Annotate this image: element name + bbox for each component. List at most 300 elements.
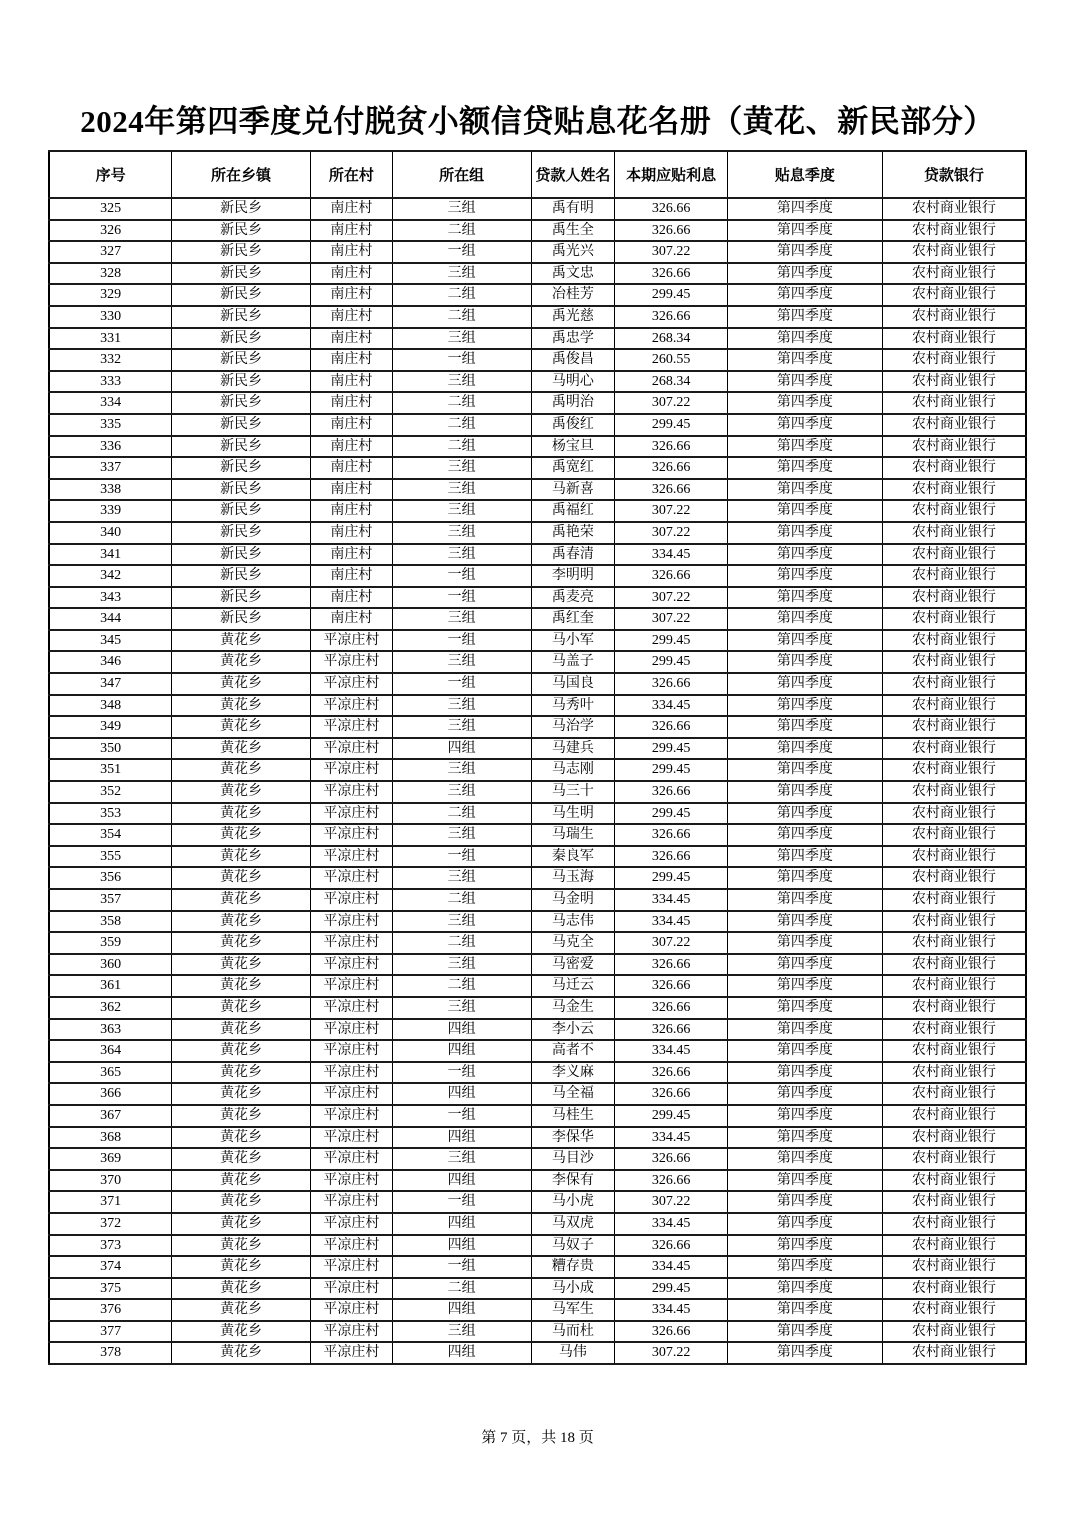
cell-group: 二组 [392,932,531,954]
cell-serial-no: 332 [49,349,172,371]
cell-interest-amount: 307.22 [615,241,728,263]
cell-village: 南庄村 [310,500,392,522]
cell-quarter: 第四季度 [728,975,883,997]
cell-bank: 农村商业银行 [882,997,1026,1019]
cell-village: 南庄村 [310,349,392,371]
cell-village: 平凉庄村 [310,781,392,803]
cell-group: 二组 [392,284,531,306]
cell-interest-amount: 326.66 [615,846,728,868]
cell-interest-amount: 326.66 [615,1170,728,1192]
cell-interest-amount: 334.45 [615,1299,728,1321]
cell-bank: 农村商业银行 [882,1278,1026,1300]
cell-township: 新民乡 [172,565,311,587]
cell-village: 南庄村 [310,328,392,350]
cell-interest-amount: 326.66 [615,1019,728,1041]
cell-group: 三组 [392,1321,531,1343]
cell-group: 三组 [392,544,531,566]
cell-bank: 农村商业银行 [882,975,1026,997]
cell-borrower-name: 禹俊昌 [531,349,615,371]
cell-serial-no: 326 [49,220,172,242]
table-row [49,500,1026,522]
cell-quarter: 第四季度 [728,392,883,414]
cell-bank: 农村商业银行 [882,889,1026,911]
cell-group: 二组 [392,975,531,997]
cell-borrower-name: 禹艳荣 [531,522,615,544]
cell-township: 黄花乡 [172,846,311,868]
cell-village: 南庄村 [310,436,392,458]
cell-group: 二组 [392,306,531,328]
cell-borrower-name: 禹福红 [531,500,615,522]
cell-village: 平凉庄村 [310,630,392,652]
cell-borrower-name: 禹春清 [531,544,615,566]
cell-serial-no: 328 [49,263,172,285]
cell-borrower-name: 马军生 [531,1299,615,1321]
cell-bank: 农村商业银行 [882,846,1026,868]
cell-serial-no: 339 [49,500,172,522]
table-row [49,1191,1026,1213]
cell-borrower-name: 马迁云 [531,975,615,997]
cell-village: 平凉庄村 [310,1148,392,1170]
cell-group: 三组 [392,1148,531,1170]
cell-quarter: 第四季度 [728,1278,883,1300]
cell-group: 三组 [392,457,531,479]
cell-quarter: 第四季度 [728,587,883,609]
cell-township: 黄花乡 [172,803,311,825]
cell-bank: 农村商业银行 [882,716,1026,738]
cell-interest-amount: 334.45 [615,911,728,933]
table-row [49,1083,1026,1105]
table-row [49,457,1026,479]
cell-group: 四组 [392,1083,531,1105]
cell-township: 黄花乡 [172,954,311,976]
cell-bank: 农村商业银行 [882,1062,1026,1084]
cell-borrower-name: 马明心 [531,371,615,393]
cell-township: 新民乡 [172,371,311,393]
cell-village: 平凉庄村 [310,1278,392,1300]
table-row [49,1105,1026,1127]
column-header-quarter: 贴息季度 [728,151,883,198]
cell-serial-no: 369 [49,1148,172,1170]
cell-bank: 农村商业银行 [882,436,1026,458]
cell-village: 平凉庄村 [310,867,392,889]
cell-quarter: 第四季度 [728,284,883,306]
cell-township: 黄花乡 [172,1105,311,1127]
cell-township: 新民乡 [172,587,311,609]
cell-township: 新民乡 [172,284,311,306]
table-row [49,349,1026,371]
cell-quarter: 第四季度 [728,630,883,652]
cell-group: 四组 [392,1342,531,1364]
cell-township: 黄花乡 [172,716,311,738]
cell-bank: 农村商业银行 [882,1040,1026,1062]
cell-group: 一组 [392,630,531,652]
cell-interest-amount: 326.66 [615,997,728,1019]
table-row [49,371,1026,393]
cell-bank: 农村商业银行 [882,1127,1026,1149]
cell-borrower-name: 马玉海 [531,867,615,889]
table-row [49,867,1026,889]
cell-township: 黄花乡 [172,651,311,673]
cell-interest-amount: 334.45 [615,1256,728,1278]
cell-serial-no: 352 [49,781,172,803]
cell-bank: 农村商业银行 [882,1342,1026,1364]
cell-interest-amount: 326.66 [615,565,728,587]
cell-quarter: 第四季度 [728,1127,883,1149]
cell-quarter: 第四季度 [728,759,883,781]
cell-township: 黄花乡 [172,975,311,997]
table-row [49,738,1026,760]
cell-serial-no: 364 [49,1040,172,1062]
cell-quarter: 第四季度 [728,867,883,889]
cell-quarter: 第四季度 [728,954,883,976]
cell-village: 南庄村 [310,587,392,609]
cell-serial-no: 348 [49,695,172,717]
cell-quarter: 第四季度 [728,241,883,263]
cell-village: 平凉庄村 [310,1213,392,1235]
table-row [49,1278,1026,1300]
cell-interest-amount: 326.66 [615,954,728,976]
cell-township: 新民乡 [172,328,311,350]
cell-serial-no: 367 [49,1105,172,1127]
cell-interest-amount: 334.45 [615,1213,728,1235]
cell-quarter: 第四季度 [728,997,883,1019]
cell-serial-no: 359 [49,932,172,954]
cell-serial-no: 345 [49,630,172,652]
cell-bank: 农村商业银行 [882,263,1026,285]
cell-borrower-name: 马三十 [531,781,615,803]
cell-serial-no: 353 [49,803,172,825]
cell-bank: 农村商业银行 [882,241,1026,263]
cell-quarter: 第四季度 [728,1062,883,1084]
cell-township: 新民乡 [172,306,311,328]
cell-borrower-name: 高者不 [531,1040,615,1062]
cell-serial-no: 342 [49,565,172,587]
cell-serial-no: 350 [49,738,172,760]
cell-township: 黄花乡 [172,1062,311,1084]
cell-group: 三组 [392,954,531,976]
cell-township: 黄花乡 [172,673,311,695]
cell-township: 新民乡 [172,392,311,414]
cell-borrower-name: 马小虎 [531,1191,615,1213]
cell-borrower-name: 冶桂芳 [531,284,615,306]
cell-group: 四组 [392,1127,531,1149]
cell-bank: 农村商业银行 [882,544,1026,566]
cell-interest-amount: 307.22 [615,500,728,522]
cell-borrower-name: 马全福 [531,1083,615,1105]
cell-group: 三组 [392,781,531,803]
cell-serial-no: 341 [49,544,172,566]
table-row [49,198,1026,220]
cell-serial-no: 368 [49,1127,172,1149]
cell-borrower-name: 马盖子 [531,651,615,673]
cell-bank: 农村商业银行 [882,867,1026,889]
cell-bank: 农村商业银行 [882,673,1026,695]
table-row [49,846,1026,868]
cell-bank: 农村商业银行 [882,565,1026,587]
subsidy-roster-table [48,150,1027,1365]
cell-township: 黄花乡 [172,1256,311,1278]
cell-interest-amount: 326.66 [615,220,728,242]
table-row [49,630,1026,652]
cell-interest-amount: 334.45 [615,695,728,717]
cell-borrower-name: 马国良 [531,673,615,695]
table-row [49,1235,1026,1257]
cell-serial-no: 371 [49,1191,172,1213]
cell-group: 一组 [392,846,531,868]
cell-township: 新民乡 [172,263,311,285]
cell-quarter: 第四季度 [728,1083,883,1105]
cell-quarter: 第四季度 [728,500,883,522]
cell-quarter: 第四季度 [728,263,883,285]
table-row [49,220,1026,242]
table-row [49,1040,1026,1062]
cell-serial-no: 340 [49,522,172,544]
cell-village: 平凉庄村 [310,889,392,911]
cell-township: 新民乡 [172,198,311,220]
cell-group: 三组 [392,522,531,544]
cell-group: 三组 [392,328,531,350]
cell-bank: 农村商业银行 [882,500,1026,522]
cell-borrower-name: 禹宽红 [531,457,615,479]
cell-village: 平凉庄村 [310,911,392,933]
cell-village: 南庄村 [310,544,392,566]
cell-bank: 农村商业银行 [882,781,1026,803]
cell-bank: 农村商业银行 [882,306,1026,328]
cell-village: 南庄村 [310,565,392,587]
cell-interest-amount: 299.45 [615,759,728,781]
cell-serial-no: 366 [49,1083,172,1105]
cell-group: 二组 [392,392,531,414]
cell-village: 南庄村 [310,220,392,242]
cell-group: 二组 [392,436,531,458]
table-row [49,781,1026,803]
cell-serial-no: 347 [49,673,172,695]
cell-interest-amount: 299.45 [615,651,728,673]
cell-interest-amount: 326.66 [615,1321,728,1343]
cell-bank: 农村商业银行 [882,759,1026,781]
cell-quarter: 第四季度 [728,1191,883,1213]
cell-serial-no: 354 [49,824,172,846]
cell-group: 四组 [392,1235,531,1257]
cell-group: 一组 [392,587,531,609]
cell-interest-amount: 326.66 [615,673,728,695]
cell-borrower-name: 马伟 [531,1342,615,1364]
cell-borrower-name: 秦良军 [531,846,615,868]
column-header-serial-no: 序号 [49,151,172,198]
cell-serial-no: 361 [49,975,172,997]
table-row [49,1170,1026,1192]
cell-bank: 农村商业银行 [882,1213,1026,1235]
cell-quarter: 第四季度 [728,673,883,695]
cell-bank: 农村商业银行 [882,1083,1026,1105]
cell-interest-amount: 268.34 [615,328,728,350]
cell-serial-no: 325 [49,198,172,220]
cell-borrower-name: 马建兵 [531,738,615,760]
table-row [49,1127,1026,1149]
cell-serial-no: 373 [49,1235,172,1257]
cell-village: 南庄村 [310,479,392,501]
cell-borrower-name: 禹俊红 [531,414,615,436]
cell-village: 平凉庄村 [310,824,392,846]
cell-serial-no: 335 [49,414,172,436]
cell-interest-amount: 307.22 [615,932,728,954]
cell-group: 二组 [392,889,531,911]
cell-bank: 农村商业银行 [882,392,1026,414]
table-row [49,587,1026,609]
cell-village: 平凉庄村 [310,759,392,781]
table-row [49,1342,1026,1364]
cell-township: 黄花乡 [172,911,311,933]
cell-bank: 农村商业银行 [882,371,1026,393]
cell-bank: 农村商业银行 [882,198,1026,220]
table-row [49,1321,1026,1343]
cell-interest-amount: 326.66 [615,436,728,458]
cell-borrower-name: 马克全 [531,932,615,954]
cell-quarter: 第四季度 [728,889,883,911]
cell-group: 一组 [392,1191,531,1213]
cell-borrower-name: 马生明 [531,803,615,825]
cell-interest-amount: 299.45 [615,867,728,889]
cell-borrower-name: 禹光慈 [531,306,615,328]
page-title: 2024年第四季度兑付脱贫小额信贷贴息花名册（黄花、新民部分） [80,104,995,139]
cell-quarter: 第四季度 [728,436,883,458]
cell-serial-no: 344 [49,608,172,630]
table-row [49,695,1026,717]
cell-borrower-name: 禹有明 [531,198,615,220]
cell-village: 平凉庄村 [310,1127,392,1149]
cell-village: 平凉庄村 [310,975,392,997]
cell-interest-amount: 326.66 [615,306,728,328]
cell-group: 一组 [392,1105,531,1127]
cell-serial-no: 331 [49,328,172,350]
cell-borrower-name: 马密爱 [531,954,615,976]
page-number: 第 7 页，共 18 页 [481,1430,594,1446]
cell-group: 一组 [392,349,531,371]
cell-borrower-name: 马目沙 [531,1148,615,1170]
cell-borrower-name: 马奴子 [531,1235,615,1257]
cell-group: 三组 [392,911,531,933]
cell-group: 三组 [392,824,531,846]
cell-borrower-name: 马瑞生 [531,824,615,846]
cell-village: 南庄村 [310,284,392,306]
cell-borrower-name: 禹忠学 [531,328,615,350]
cell-quarter: 第四季度 [728,1299,883,1321]
cell-serial-no: 378 [49,1342,172,1364]
cell-group: 四组 [392,1299,531,1321]
cell-village: 平凉庄村 [310,1342,392,1364]
cell-quarter: 第四季度 [728,306,883,328]
cell-serial-no: 362 [49,997,172,1019]
cell-borrower-name: 李小云 [531,1019,615,1041]
cell-quarter: 第四季度 [728,651,883,673]
cell-interest-amount: 326.66 [615,263,728,285]
cell-village: 平凉庄村 [310,651,392,673]
cell-group: 三组 [392,716,531,738]
cell-bank: 农村商业银行 [882,651,1026,673]
table-row [49,673,1026,695]
cell-serial-no: 358 [49,911,172,933]
cell-township: 黄花乡 [172,889,311,911]
cell-township: 黄花乡 [172,1019,311,1041]
cell-group: 三组 [392,608,531,630]
cell-quarter: 第四季度 [728,695,883,717]
column-header-bank: 贷款银行 [882,151,1026,198]
cell-village: 平凉庄村 [310,1019,392,1041]
cell-bank: 农村商业银行 [882,911,1026,933]
table-body [49,198,1026,1364]
cell-interest-amount: 307.22 [615,392,728,414]
cell-borrower-name: 马双虎 [531,1213,615,1235]
cell-interest-amount: 299.45 [615,1105,728,1127]
cell-interest-amount: 326.66 [615,1148,728,1170]
cell-quarter: 第四季度 [728,1105,883,1127]
cell-village: 南庄村 [310,306,392,328]
cell-village: 平凉庄村 [310,1083,392,1105]
table-row [49,889,1026,911]
table-row [49,1062,1026,1084]
cell-bank: 农村商业银行 [882,954,1026,976]
cell-township: 黄花乡 [172,932,311,954]
cell-interest-amount: 326.66 [615,1062,728,1084]
cell-interest-amount: 334.45 [615,889,728,911]
cell-township: 黄花乡 [172,1213,311,1235]
cell-serial-no: 374 [49,1256,172,1278]
cell-village: 平凉庄村 [310,1040,392,1062]
cell-interest-amount: 268.34 [615,371,728,393]
cell-interest-amount: 334.45 [615,1127,728,1149]
cell-borrower-name: 马志刚 [531,759,615,781]
cell-interest-amount: 299.45 [615,414,728,436]
cell-serial-no: 336 [49,436,172,458]
cell-borrower-name: 马金明 [531,889,615,911]
cell-group: 三组 [392,695,531,717]
cell-interest-amount: 299.45 [615,1278,728,1300]
cell-village: 南庄村 [310,608,392,630]
cell-township: 黄花乡 [172,1299,311,1321]
cell-group: 三组 [392,651,531,673]
cell-serial-no: 343 [49,587,172,609]
cell-bank: 农村商业银行 [882,587,1026,609]
cell-borrower-name: 马秀叶 [531,695,615,717]
cell-township: 新民乡 [172,349,311,371]
cell-interest-amount: 307.22 [615,1342,728,1364]
table-row [49,716,1026,738]
cell-bank: 农村商业银行 [882,803,1026,825]
cell-township: 新民乡 [172,500,311,522]
cell-village: 平凉庄村 [310,1235,392,1257]
cell-group: 二组 [392,220,531,242]
table-row [49,1299,1026,1321]
cell-serial-no: 334 [49,392,172,414]
cell-interest-amount: 326.66 [615,457,728,479]
cell-serial-no: 375 [49,1278,172,1300]
table-row [49,997,1026,1019]
cell-village: 南庄村 [310,457,392,479]
cell-serial-no: 329 [49,284,172,306]
cell-interest-amount: 299.45 [615,738,728,760]
cell-group: 一组 [392,673,531,695]
cell-quarter: 第四季度 [728,1321,883,1343]
table-row [49,1019,1026,1041]
cell-bank: 农村商业银行 [882,608,1026,630]
cell-interest-amount: 299.45 [615,284,728,306]
cell-group: 二组 [392,414,531,436]
cell-bank: 农村商业银行 [882,695,1026,717]
cell-interest-amount: 326.66 [615,479,728,501]
cell-borrower-name: 禹光兴 [531,241,615,263]
cell-bank: 农村商业银行 [882,932,1026,954]
cell-group: 三组 [392,759,531,781]
